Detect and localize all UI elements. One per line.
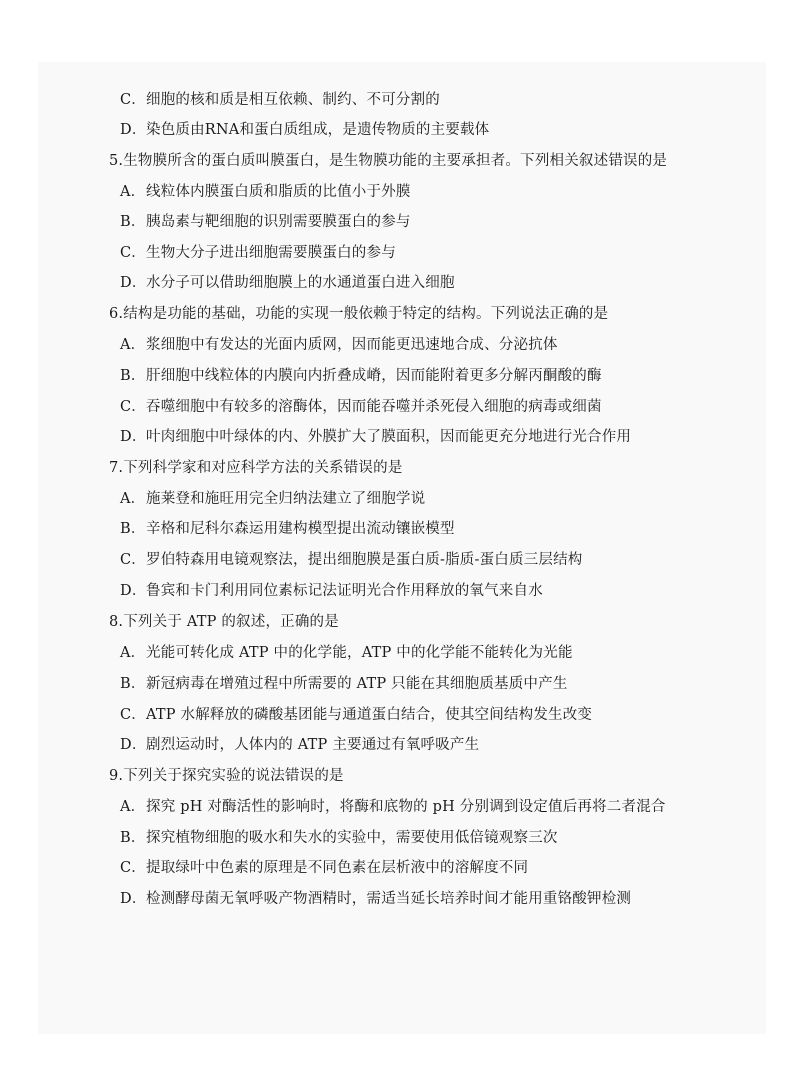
q5-option-d: D．水分子可以借助细胞膜上的水通道蛋白进入细胞 (120, 275, 455, 291)
q5-option-b: B．胰岛素与靶细胞的识别需要膜蛋白的参与 (120, 214, 411, 230)
q8-option-d: D．剧烈运动时，人体内的 ATP 主要通过有氧呼吸产生 (120, 737, 480, 753)
q9-option-a: A．探究 pH 对酶活性的影响时，将酶和底物的 pH 分别调到设定值后再将二者混合 (120, 799, 666, 815)
q8-option-c: C．ATP 水解释放的磷酸基团能与通道蛋白结合，使其空间结构发生改变 (120, 707, 593, 723)
q7-option-a: A．施莱登和施旺用完全归纳法建立了细胞学说 (120, 491, 426, 507)
q6-option-c: C．吞噬细胞中有较多的溶酶体，因而能吞噬并杀死侵入细胞的病毒或细菌 (120, 399, 602, 415)
q6-option-b: B．肝细胞中线粒体的内膜向内折叠成嵴，因而能附着更多分解丙酮酸的酶 (120, 368, 602, 384)
q8-option-b: B．新冠病毒在增殖过程中所需要的 ATP 只能在其细胞质基质中产生 (120, 676, 568, 692)
q9-stem: 9.下列关于探究实验的说法错误的是 (109, 768, 344, 784)
q8-stem: 8.下列关于 ATP 的叙述，正确的是 (109, 614, 339, 630)
q6-option-d: D．叶肉细胞中叶绿体的内、外膜扩大了膜面积，因而能更充分地进行光合作用 (120, 429, 632, 445)
q6-stem: 6.结构是功能的基础，功能的实现一般依赖于特定的结构。下列说法正确的是 (109, 306, 609, 322)
q9-option-c: C．提取绿叶中色素的原理是不同色素在层析液中的溶解度不同 (120, 860, 529, 876)
q8-option-a: A．光能可转化成 ATP 中的化学能，ATP 中的化学能不能转化为光能 (120, 645, 573, 661)
q7-option-c: C．罗伯特森用电镜观察法，提出细胞膜是蛋白质-脂质-蛋白质三层结构 (120, 552, 583, 568)
q5-stem: 5.生物膜所含的蛋白质叫膜蛋白，是生物膜功能的主要承担者。下列相关叙述错误的是 (109, 153, 668, 169)
q6-option-a: A．浆细胞中有发达的光面内质网，因而能更迅速地合成、分泌抗体 (120, 337, 558, 353)
q7-stem: 7.下列科学家和对应科学方法的关系错误的是 (109, 460, 403, 476)
q9-option-d: D．检测酵母菌无氧呼吸产物酒精时，需适当延长培养时间才能用重铬酸钾检测 (120, 891, 632, 907)
q9-option-b: B．探究植物细胞的吸水和失水的实验中，需要使用低倍镜观察三次 (120, 830, 558, 846)
q5-option-c: C．生物大分子进出细胞需要膜蛋白的参与 (120, 245, 396, 261)
q7-option-b: B．辛格和尼科尔森运用建构模型提出流动镶嵌模型 (120, 521, 455, 537)
q7-option-d: D．鲁宾和卡门利用同位素标记法证明光合作用释放的氧气来自水 (120, 583, 543, 599)
q4-option-d: D．染色质由RNA和蛋白质组成，是遗传物质的主要载体 (120, 122, 490, 138)
q4-option-c: C．细胞的核和质是相互依赖、制约、不可分割的 (120, 92, 440, 108)
q5-option-a: A．线粒体内膜蛋白质和脂质的比值小于外膜 (120, 184, 411, 200)
